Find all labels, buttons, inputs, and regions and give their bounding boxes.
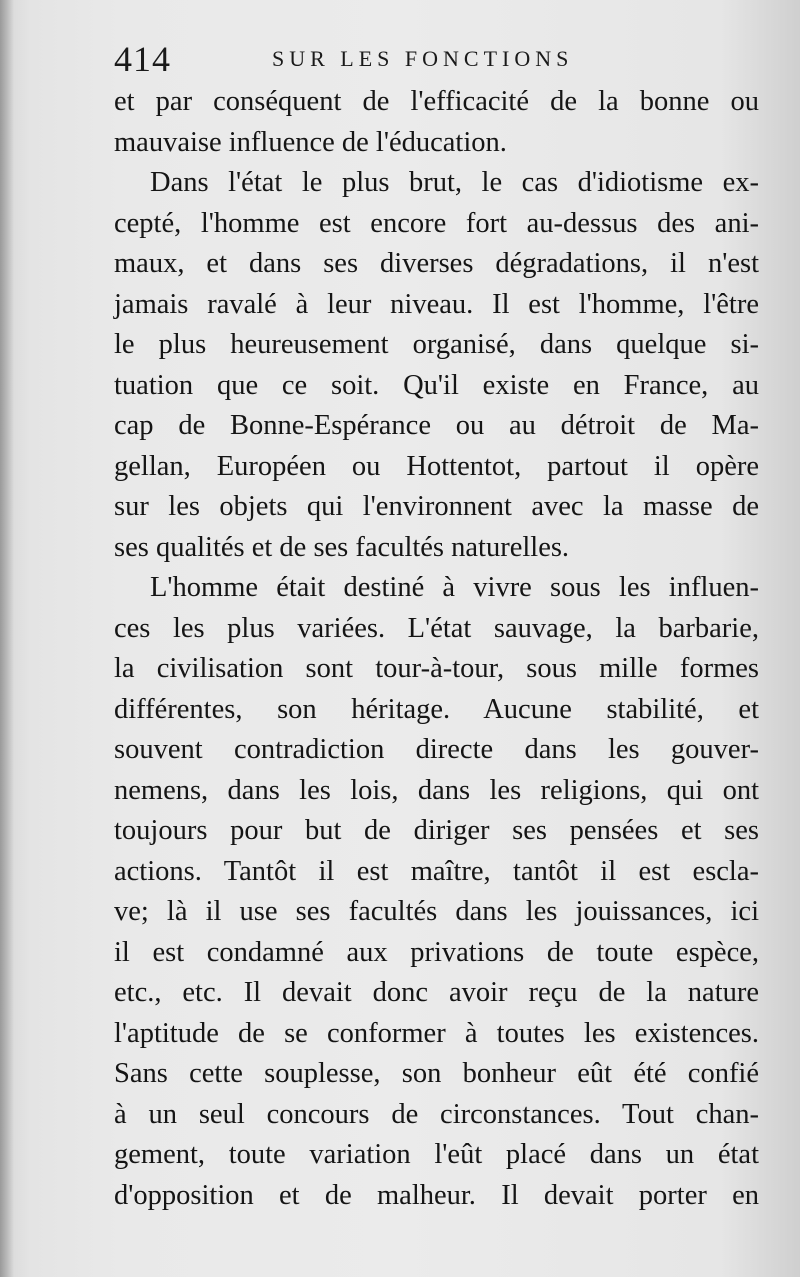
text-line: d'opposition et de malheur. Il devait porter en <box>114 1179 759 1211</box>
running-head <box>114 38 764 78</box>
text-line: tuation que ce soit. Qu'il existe en France, au <box>114 369 759 401</box>
text-line: actions. Tantôt il est maître, tantôt il est escla- <box>114 855 759 887</box>
text-line: ses qualités et de ses facultés naturelles. <box>114 531 570 563</box>
text-line: maux, et dans ses diverses dégradations, il n'est <box>114 248 759 279</box>
text-line: gement, toute variation l'eût placé dans un état <box>114 1139 759 1170</box>
text-line: l'aptitude de se conformer à toutes les existences. <box>114 1017 759 1049</box>
running-title: SUR LES FONCTIONS <box>272 46 574 71</box>
text-line: le plus heureusement organisé, dans quelque si- <box>114 329 759 360</box>
text-line: sur les objets qui l'environnent avec la masse de <box>114 491 759 522</box>
text-line: souvent contradiction directe dans les gouver- <box>114 734 759 765</box>
text-line: Sans cette souplesse, son bonheur eût été confié <box>114 1058 759 1089</box>
text-line: différentes, son héritage. Aucune stabilité, et <box>114 693 759 725</box>
text-line: L'homme était destiné à vivre sous les influen- <box>150 572 759 603</box>
text-line: jamais ravalé à leur niveau. Il est l'homme, l'être <box>114 288 759 320</box>
text-line: Dans l'état le plus brut, le cas d'idiotisme ex- <box>150 167 759 198</box>
text-line: et par conséquent de l'efficacité de la bonne ou <box>114 86 759 117</box>
text-line: nemens, dans les lois, dans les religions, qui ont <box>114 774 759 806</box>
body-text <box>114 82 759 1216</box>
text-line: cepté, l'homme est encore fort au-dessus des ani- <box>114 207 759 239</box>
text-line: gellan, Européen ou Hottentot, partout il opère <box>114 450 759 482</box>
text-line: etc., etc. Il devait donc avoir reçu de la nature <box>114 977 759 1008</box>
text-line: il est condamné aux privations de toute espèce, <box>114 936 759 968</box>
text-line: toujours pour but de diriger ses pensées et ses <box>114 815 759 846</box>
text-line: mauvaise influence de l'éducation. <box>114 126 507 158</box>
text-line: ve; là il use ses facultés dans les jouissances, ici <box>114 896 759 927</box>
text-line: ces les plus variées. L'état sauvage, la barbarie, <box>114 612 759 644</box>
text-line: cap de Bonne-Espérance ou au détroit de Ma- <box>114 410 759 441</box>
text-line: la civilisation sont tour-à-tour, sous mille formes <box>114 653 759 684</box>
page-number: 414 <box>114 39 171 79</box>
text-line: à un seul concours de circonstances. Tout chan- <box>114 1098 759 1130</box>
